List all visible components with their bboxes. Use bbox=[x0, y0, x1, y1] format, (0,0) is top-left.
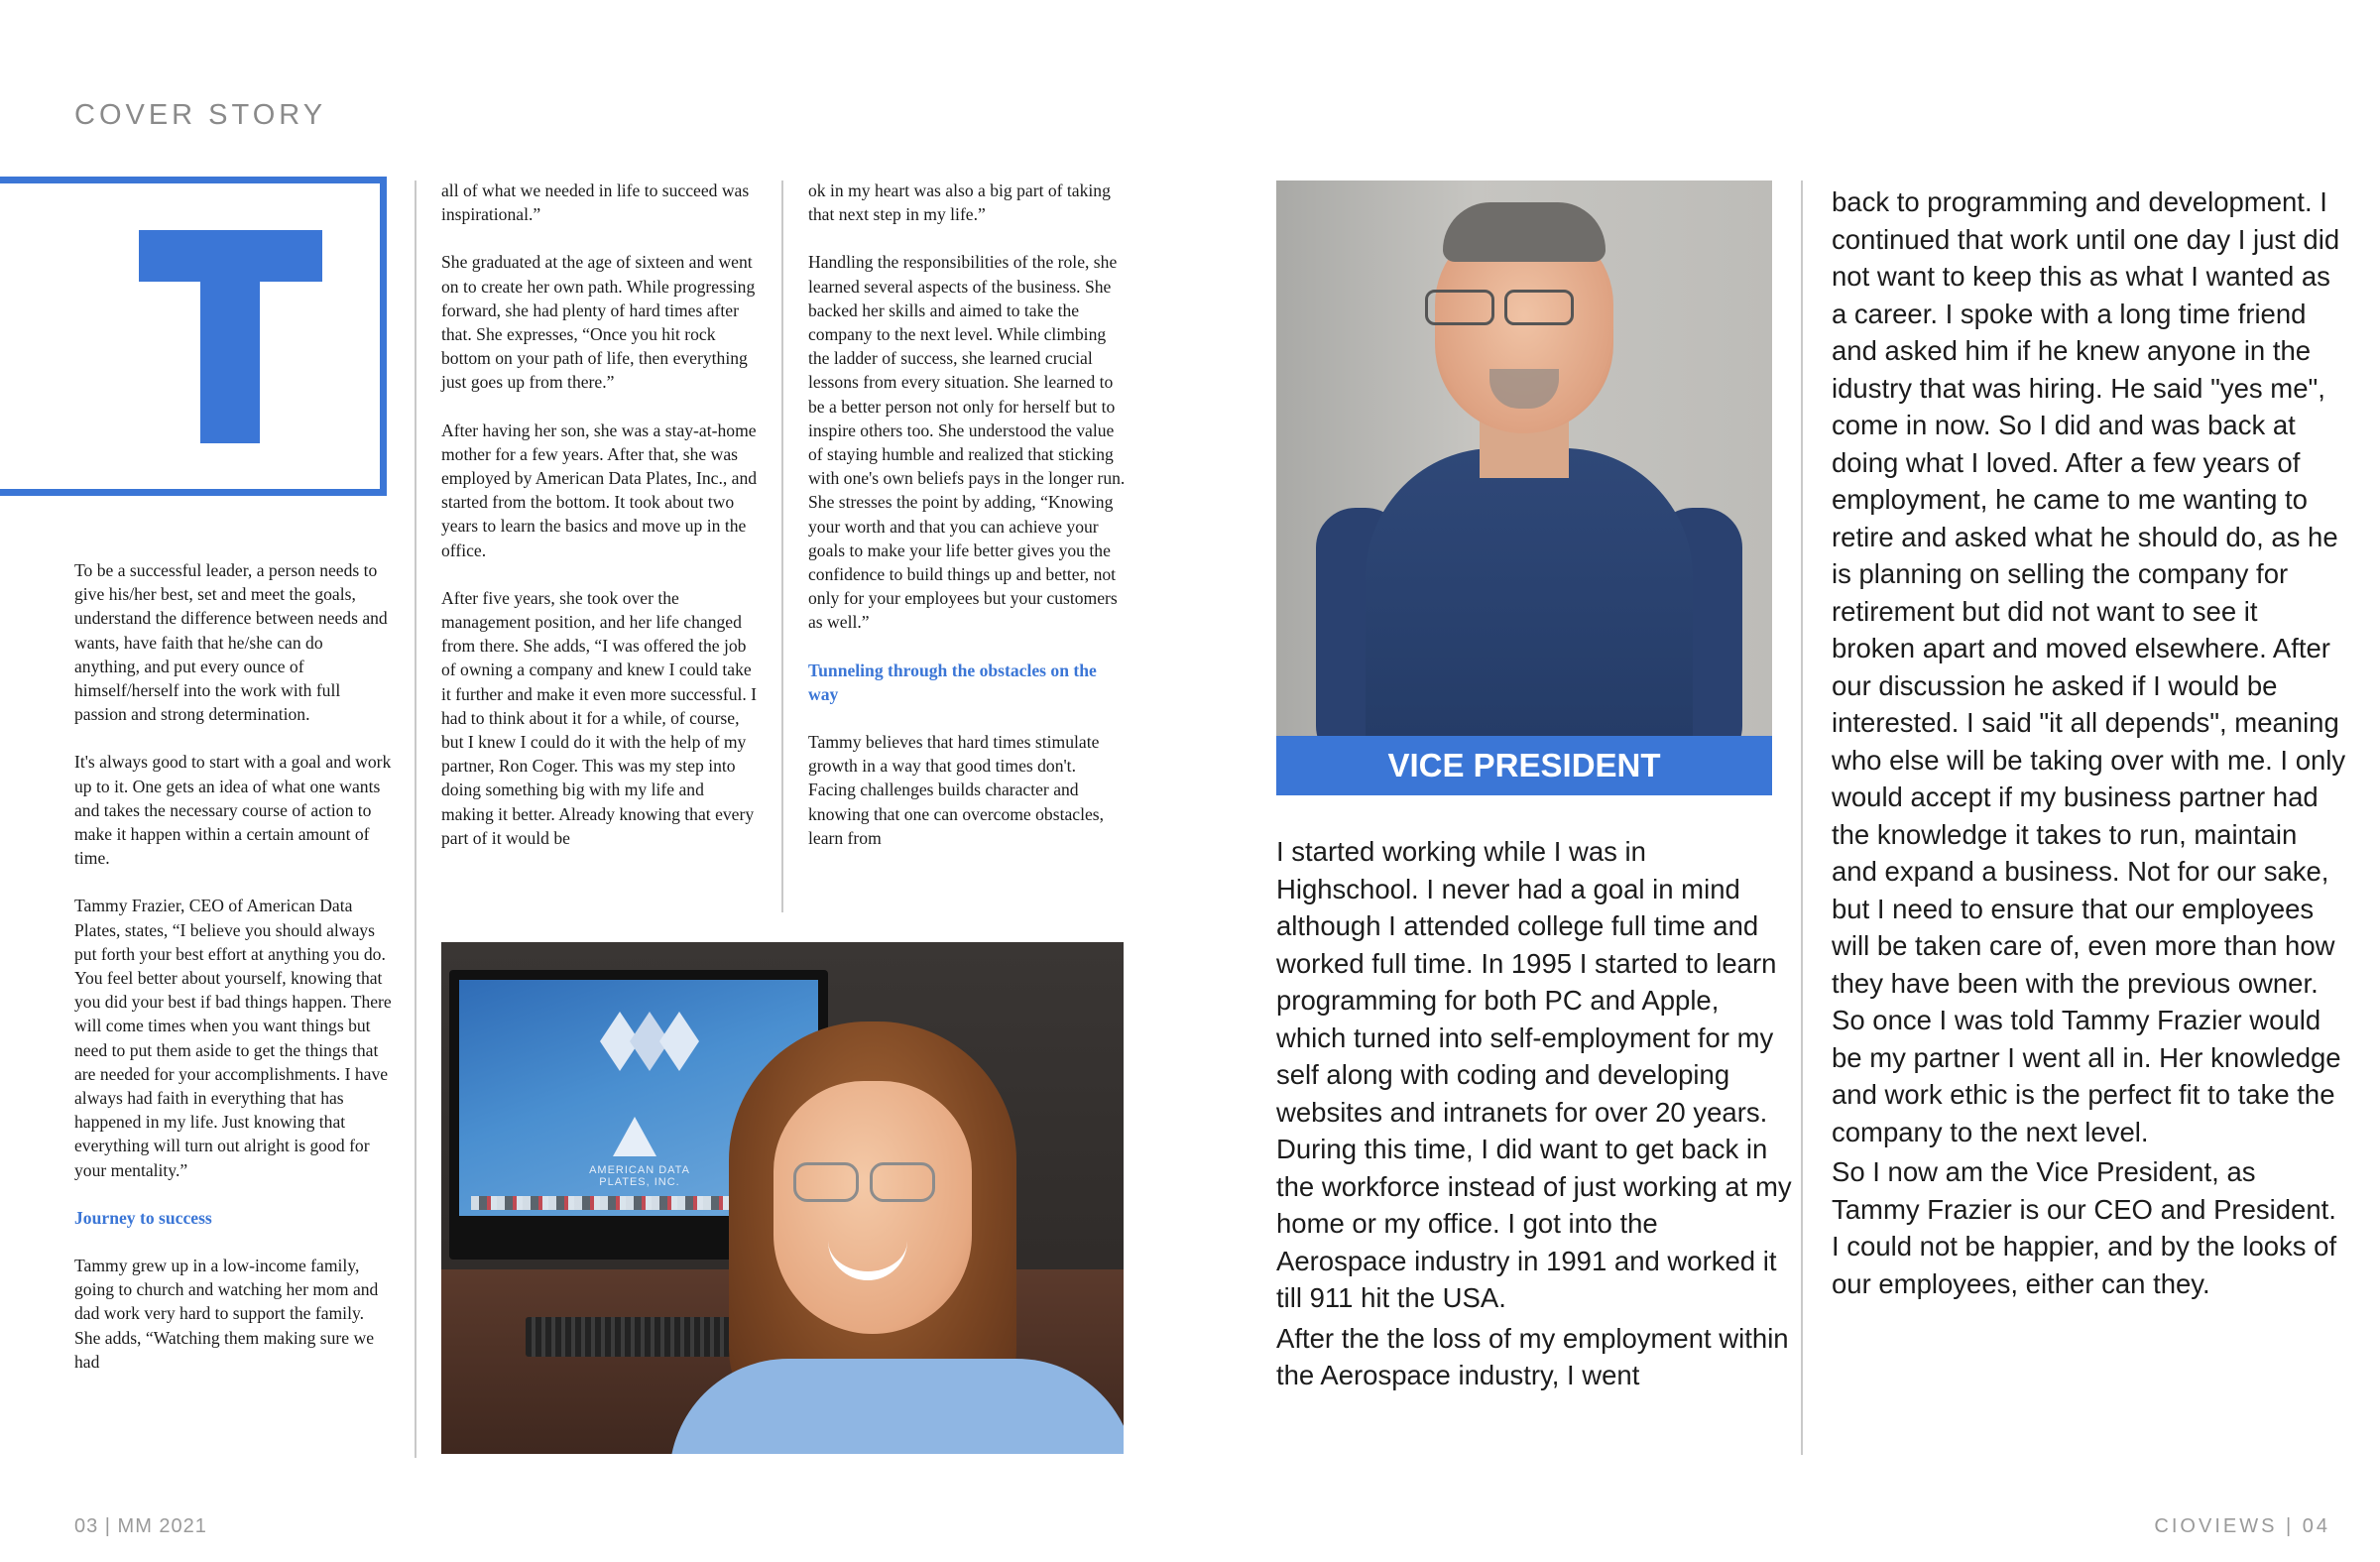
paragraph: I started working while I was in Highschool. I never had a goal in mind although I attended college full time and worked full time. In 1995 I started to learn programming for both PC and Apple, which turned into self-employment for my self along with coding and developing websites and intranets for over 20 years. During this time, I did want to get back in the workforce instead of just working at my home or my office. I got into the Aerospace industry in 1991 and worked it till 911 hit the USA. bbox=[1276, 836, 1792, 1313]
column-divider bbox=[781, 180, 783, 912]
drop-cap-text bbox=[139, 230, 140, 231]
paragraph: After the the loss of my employment within the Aerospace industry, I went bbox=[1276, 1322, 1789, 1390]
person-face bbox=[774, 1081, 972, 1334]
paragraph: Tammy Frazier, CEO of American Data Plates, states, “I believe you should always put forth your best effort at anything you do. You feel better about yourself, knowing that you did your best if bad things happen. There will come times when you want things but need to put them aside to get the things that are needed for your accomplishments. I have always had faith in everything that has happened in my life. Just knowing that everything will turn out alright is good for your mentality.” bbox=[74, 896, 392, 1180]
footer-page-right: CIOVIEWS | 04 bbox=[2154, 1515, 2330, 1537]
paragraph: back to programming and development. I continued that work until one day I just did not want to keep this as what I wanted as a career. I spoke with a long time friend and asked him if he knew anyone in the idustry that was hiring. He said "yes me", come in now. So I did and was back at doing what I loved. After a few years of employment, he came to me wanting to retire and asked what he should do, as he is planning on selling the company for retirement but did not want to see it broken apart and moved elsewhere. After our discussion he asked if I would be interested. I said "it all depends", meaning who else will be taking over with me. I only would accept if my business partner had the knowledge it takes to run, maintain and expand a business. Not for our sake, but I need to ensure that our employees will be taken care of, even more than how they have been with the previous owner. So once I was told Tammy Frazier would be my partner I went all in. Her knowledge and work ethic is the perfect fit to take the company to the next level. bbox=[1832, 186, 2346, 1147]
vp-column-1 bbox=[1276, 833, 1792, 1397]
vp-column-2 bbox=[1832, 183, 2347, 1305]
section-label: COVER STORY bbox=[74, 99, 327, 131]
vice-president-banner: VICE PRESIDENT bbox=[1276, 736, 1772, 795]
paragraph: After five years, she took over the management position, and her life changed from there. She adds, “I was offered the job of owning a company and knew I could take it further and make it even more successful. I had to think about it for a while, of course, but I knew I could do it with the help of my partner, Ron Coger. This was my step into doing something big with my life and making it better. Already knowing that every part of it would be bbox=[441, 587, 758, 848]
subheading: Tunneling through the obstacles on the way bbox=[808, 660, 1097, 704]
paragraph: all of what we needed in life to succeed was inspirational.” bbox=[441, 180, 750, 225]
column-divider bbox=[415, 180, 416, 1458]
paragraph: It's always good to start with a goal and work up to it. One gets an idea of what one wants and takes the necessary course of action to make it happen within a certain amount of time. bbox=[74, 752, 392, 869]
paragraph: Handling the responsibilities of the role, she learned several aspects of the business. She backed her skills and aimed to take the company to the next level. While climbing the ladder of success, she learned crucial lessons from every situation. She learned to be a better person not only for herself but to inspire others too. She understood the value of staying humble and realized that sticking with one's own beliefs pays in the longer run. bbox=[808, 252, 1126, 489]
article-column-2 bbox=[441, 179, 759, 874]
article-column-3 bbox=[808, 179, 1126, 874]
vice-president-photo bbox=[1276, 180, 1772, 736]
article-column-1 bbox=[74, 558, 392, 1397]
logo-graphic bbox=[590, 1002, 699, 1091]
paragraph: Tammy grew up in a low-income family, going to church and watching her mom and dad work very hard to support the family. She adds, “Watching them making sure we had bbox=[74, 1256, 379, 1372]
paragraph: Tammy believes that hard times stimulate growth in a way that good times don't. Facing challenges builds character and knowing that one can overcome obstacles, learn from bbox=[808, 732, 1105, 848]
drop-cap-letter bbox=[139, 230, 322, 443]
column-divider bbox=[1801, 180, 1803, 1455]
ceo-photo bbox=[441, 942, 1124, 1454]
paragraph: So I now am the Vice President, as Tammy Frazier is our CEO and President. I could not be happier, and by the looks of our employees, either can they. bbox=[1832, 1156, 2337, 1299]
subheading: Journey to success bbox=[74, 1207, 212, 1228]
paragraph: ok in my heart was also a big part of taking that next step in my life.” bbox=[808, 180, 1111, 225]
paragraph: She graduated at the age of sixteen and went on to create her own path. While progressing forward, she had plenty of hard times after that. She expresses, “Once you hit rock bottom on your path of life, then everything just goes up from there.” bbox=[441, 252, 756, 393]
paragraph: She stresses the point by adding, “Knowing your worth and that you can achieve your goals to make your life better gives you the confidence to build things up and better, not only for your employees but your customers as well.” bbox=[808, 492, 1118, 633]
paragraph: After having her son, she was a stay-at-home mother for a few years. After that, she was employed by American Data Plates, Inc., and started from the bottom. It took about two years to learn the basics and move up in the office. bbox=[441, 420, 758, 560]
footer-page-left: 03 | MM 2021 bbox=[74, 1515, 207, 1537]
monitor-logo-text: AMERICAN DATA PLATES, INC. bbox=[589, 1164, 690, 1188]
keyboard bbox=[526, 1317, 764, 1357]
paragraph: To be a successful leader, a person needs to give his/her best, set and meet the goals, understand the difference between needs and wants, have faith that he/she can do anything, and put every ounce of himself/herself into the work with full passion and strong determination. bbox=[74, 560, 388, 725]
